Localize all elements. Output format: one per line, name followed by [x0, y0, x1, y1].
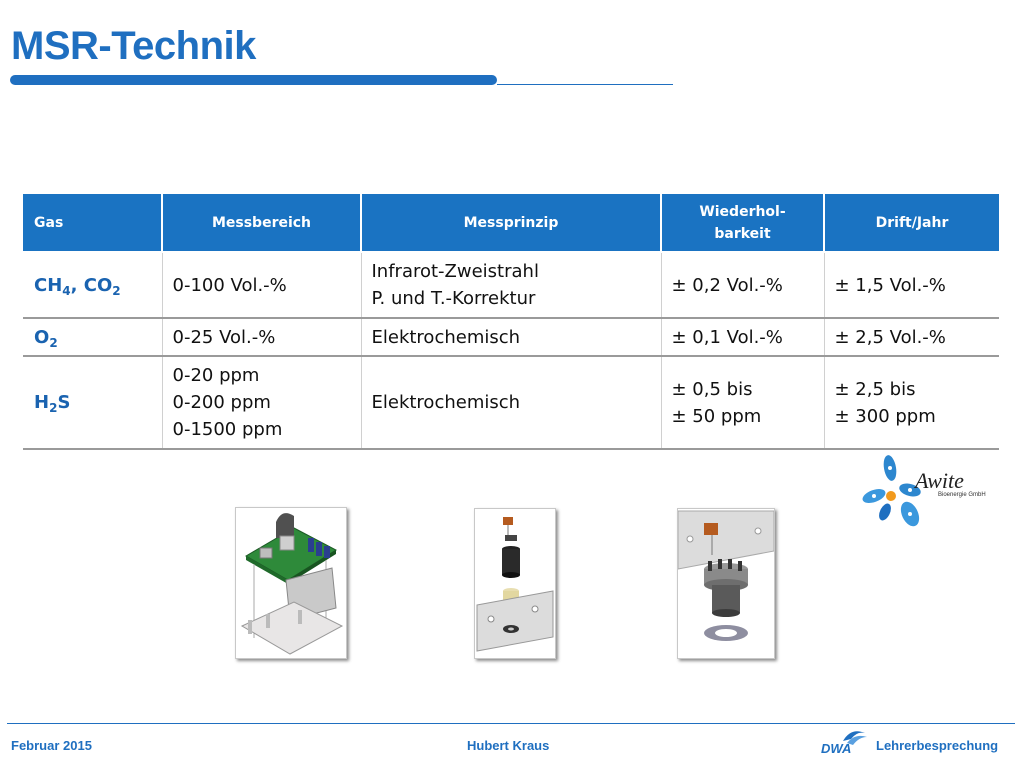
table-row: [23, 356, 999, 449]
sensor-mount-photo: [677, 508, 775, 659]
dwa-wave-icon: [821, 727, 871, 755]
title-underline-bar: [10, 75, 497, 85]
header-messbereich: Messbereich: [162, 194, 361, 252]
messbereich-cell: 0-100 Vol.-%: [162, 252, 361, 318]
gas-measurement-table: [23, 194, 999, 450]
dwa-logo: [821, 727, 871, 755]
slide-title: MSR-Technik: [11, 24, 256, 68]
dwa-logo-text: DWA: [821, 741, 852, 755]
footer-date: Februar 2015: [11, 738, 92, 753]
footer-event: Lehrerbesprechung: [876, 738, 999, 753]
gas-cell: $O_2$: [23, 318, 162, 356]
messprinzip-cell: Elektrochemisch: [361, 356, 661, 449]
footer-author: Hubert Kraus: [467, 738, 550, 753]
wiederholbarkeit-cell: ± 0,2 Vol.-%: [661, 252, 824, 318]
awite-logo-text: Awite: [915, 468, 964, 493]
awite-logo-subtext: Bioenergie GmbH: [938, 492, 986, 498]
drift-cell: ± 2,5 bis ± 300 ppm: [824, 356, 999, 449]
messprinzip-cell: Infrarot-Zweistrahl P. und T.-Korrektur: [361, 252, 661, 318]
drift-cell: ± 2,5 Vol.-%: [824, 318, 999, 356]
title-underline-thin: [497, 84, 673, 85]
sensor-board-photo: [235, 507, 347, 659]
messbereich-cell: 0-20 ppm 0-200 ppm 0-1500 ppm: [162, 356, 361, 449]
footer-divider: [7, 723, 1015, 724]
electrochemical-sensor-photo: [474, 508, 556, 659]
circuit-board-photo-icon: [236, 508, 346, 658]
header-wiederholbarkeit-line1: Wiederhol-: [699, 203, 786, 220]
wiederholbarkeit-cell: ± 0,1 Vol.-%: [661, 318, 824, 356]
gas-cell: $H_2S$: [23, 356, 162, 449]
table-row: [23, 252, 999, 318]
header-wiederholbarkeit-line2: barkeit: [714, 225, 771, 242]
header-messprinzip: Messprinzip: [361, 194, 661, 252]
messprinzip-cell: Elektrochemisch: [361, 318, 661, 356]
awite-logo: [860, 450, 1000, 532]
header-gas: Gas: [23, 194, 162, 252]
gas-cell: $CH_4$, $CO_2$: [23, 252, 162, 318]
table-row: [23, 318, 999, 356]
exploded-sensor-photo-icon: [475, 509, 555, 658]
header-drift: Drift/Jahr: [824, 194, 999, 252]
awite-molecule-icon: [860, 450, 1000, 532]
wiederholbarkeit-cell: ± 0,5 bis ± 50 ppm: [661, 356, 824, 449]
table-header-row: [23, 194, 999, 252]
drift-cell: ± 1,5 Vol.-%: [824, 252, 999, 318]
messbereich-cell: 0-25 Vol.-%: [162, 318, 361, 356]
mounted-sensor-photo-icon: [678, 509, 774, 658]
header-wiederholbarkeit: [661, 194, 824, 252]
